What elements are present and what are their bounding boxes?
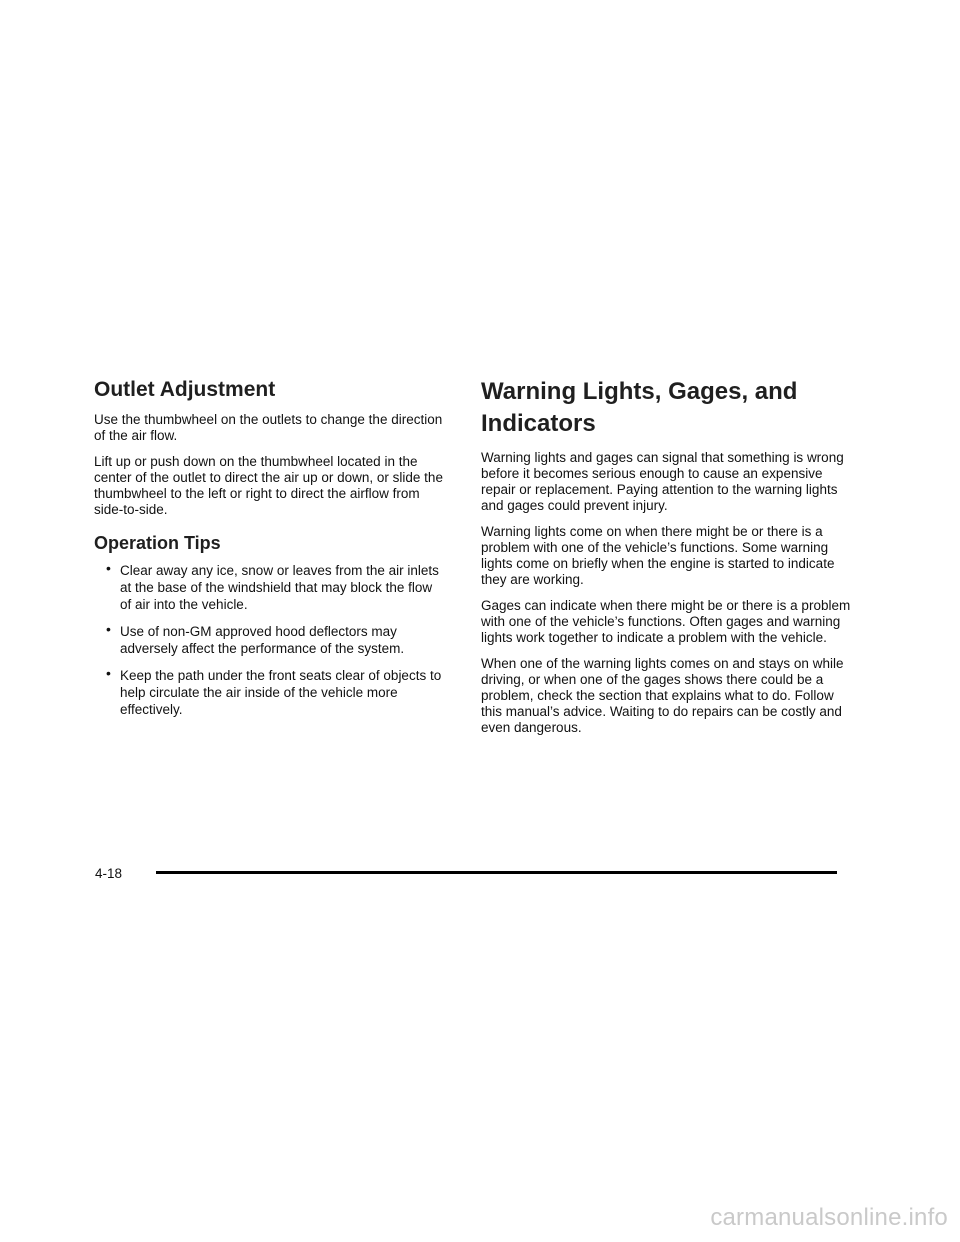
watermark-text: carmanualsonline.info: [710, 1204, 948, 1231]
warning-paragraph-3: Gages can indicate when there might be or there is a problem with one of the vehicle’s functions. Often gages and warning lights work together to indicate a problem with the vehicle.: [481, 598, 851, 645]
tip-item: [106, 621, 446, 657]
operation-tips-list: [94, 562, 446, 718]
bullet-icon: •: [106, 621, 111, 637]
warning-paragraph-1: Warning lights and gages can signal that something is wrong before it becomes serious enough to cause an expensive repair or replacement. Paying attention to the warning lights and gages could prevent injury.: [481, 450, 844, 513]
warning-lights-heading: Warning Lights, Gages, and Indicators: [481, 378, 798, 437]
warning-paragraph-2: Warning lights come on when there might be or there is a problem with one of the vehicle’s functions. Some warning lights come on briefly when the engine is started to indicate they are working.: [481, 524, 835, 587]
tip-item: [106, 665, 446, 718]
operation-tips-heading: Operation Tips: [94, 533, 221, 553]
footer-rule: [156, 871, 837, 874]
outlet-paragraph-2: Lift up or push down on the thumbwheel located in the center of the outlet to direct the air up or down, or slide the thumbwheel to the left or right to direct the airflow from side-to-side.: [94, 454, 443, 517]
tip-text: Keep the path under the front seats clear of objects to help circulate the air inside of the vehicle more effectively.: [120, 668, 442, 717]
tip-text: Use of non-GM approved hood deflectors may adversely affect the performance of the system.: [120, 624, 405, 656]
left-column: [94, 376, 446, 728]
outlet-adjustment-heading: Outlet Adjustment: [94, 378, 276, 401]
right-column: [481, 376, 853, 746]
warning-paragraph-4: When one of the warning lights comes on and stays on while driving, or when one of the gages shows there could be a problem, check the section that explains what to do. Follow this manual’s advice. Waiting to do repairs can be costly and even dangerous.: [481, 656, 844, 735]
bullet-icon: •: [106, 665, 111, 681]
page-number: 4-18: [95, 866, 123, 881]
bullet-icon: •: [106, 560, 111, 576]
outlet-paragraph-1: Use the thumbwheel on the outlets to change the direction of the air flow.: [94, 412, 443, 443]
tip-text: Clear away any ice, snow or leaves from the air inlets at the base of the windshield that may block the flow of air into the vehicle.: [120, 563, 439, 612]
tip-item: [106, 560, 446, 613]
